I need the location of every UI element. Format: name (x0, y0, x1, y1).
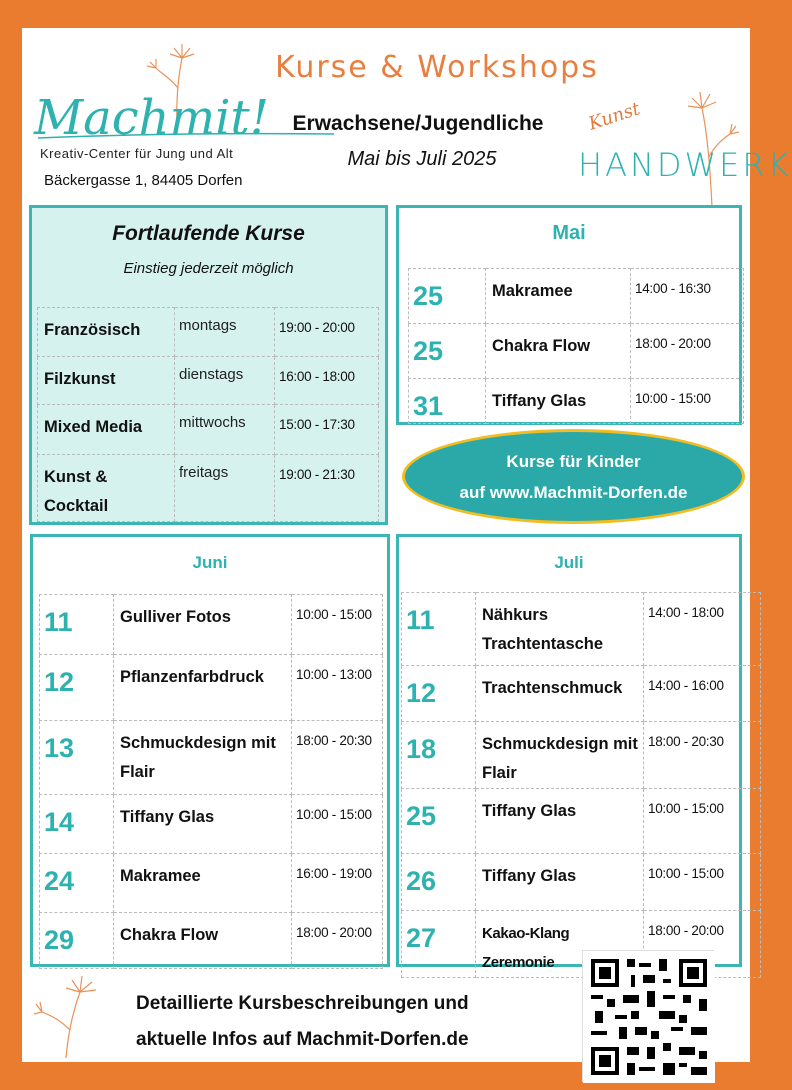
course-time: 16:00 - 18:00 (275, 357, 379, 405)
course-time: 18:00 - 20:30 (292, 721, 383, 795)
course-time: 18:00 - 20:00 (631, 324, 744, 379)
page-title: Kurse & Workshops (275, 50, 599, 85)
course-time: 19:00 - 20:00 (275, 308, 379, 357)
date-number: 31 (409, 379, 486, 424)
course-name: Makramee (486, 269, 631, 324)
course-day: mittwochs (175, 405, 275, 455)
course-time: 16:00 - 19:00 (292, 854, 383, 913)
juni-title: Juni (192, 553, 228, 572)
date-number: 26 (402, 854, 476, 911)
course-name: Schmuckdesign mit Flair (114, 721, 292, 795)
course-name: Tiffany Glas (476, 854, 644, 911)
date-number: 18 (402, 722, 476, 789)
kids-line-1: Kurse für Kinder (506, 452, 641, 471)
date-number: 25 (409, 324, 486, 379)
period-heading: Mai bis Juli 2025 (347, 148, 497, 170)
juli-title: Juli (554, 553, 584, 572)
logo-swoosh-icon (36, 132, 336, 140)
course-time: 18:00 - 20:00 (644, 911, 761, 978)
course-time: 10:00 - 15:00 (644, 789, 761, 854)
juni-table (39, 594, 383, 969)
course-name: Mixed Media (38, 405, 175, 455)
table-row (40, 913, 383, 969)
course-time: 10:00 - 15:00 (644, 854, 761, 911)
table-row (38, 405, 379, 455)
date-number: 27 (402, 911, 476, 978)
table-row (409, 324, 744, 379)
course-name: Tiffany Glas (486, 379, 631, 424)
qr-code-icon[interactable] (582, 950, 714, 1082)
handwerk-badge-text: HANDWERK (578, 146, 792, 184)
footer-line-1: Detaillierte Kursbeschreibungen und (136, 993, 469, 1014)
footer-line-2[interactable]: aktuelle Infos auf Machmit-Dorfen.de (136, 1029, 469, 1050)
table-row (409, 379, 744, 424)
date-number: 25 (409, 269, 486, 324)
course-time: 10:00 - 15:00 (292, 795, 383, 854)
mai-title: Mai (552, 222, 586, 244)
table-row (38, 308, 379, 357)
course-time: 10:00 - 13:00 (292, 655, 383, 721)
qr-code-graphic (583, 951, 715, 1083)
course-time: 14:00 - 16:00 (644, 666, 761, 722)
mai-table (408, 268, 744, 424)
juli-panel (396, 534, 742, 971)
juni-panel (30, 534, 390, 967)
date-number: 29 (40, 913, 114, 969)
table-row (402, 722, 761, 789)
kids-courses-link[interactable] (402, 429, 745, 524)
date-number: 12 (402, 666, 476, 722)
ongoing-table (37, 307, 379, 522)
course-name: Trachtenschmuck (476, 666, 644, 722)
logo-subtitle: Kreativ-Center für Jung und Alt (40, 146, 234, 161)
course-name: Filzkunst (38, 357, 175, 405)
table-row (40, 854, 383, 913)
table-row (40, 795, 383, 854)
course-name: Französisch (38, 308, 175, 357)
course-time: 18:00 - 20:00 (292, 913, 383, 969)
course-name: Makramee (114, 854, 292, 913)
date-number: 25 (402, 789, 476, 854)
table-row (402, 789, 761, 854)
course-time: 10:00 - 15:00 (292, 595, 383, 655)
poster (22, 28, 792, 1062)
course-name: Kunst & Cocktail (38, 455, 175, 522)
flower-decoration-icon (672, 78, 742, 208)
course-name: Gulliver Fotos (114, 595, 292, 655)
kunst-badge-text: Kunst (586, 98, 643, 135)
course-time: 18:00 - 20:30 (644, 722, 761, 789)
date-number: 24 (40, 854, 114, 913)
course-time: 19:00 - 21:30 (275, 455, 379, 522)
date-number: 11 (40, 595, 114, 655)
table-row (40, 595, 383, 655)
course-name: Tiffany Glas (476, 789, 644, 854)
date-number: 13 (40, 721, 114, 795)
course-name: Schmuckdesign mit Flair (476, 722, 644, 789)
course-time: 14:00 - 18:00 (644, 593, 761, 666)
table-row (409, 269, 744, 324)
course-time: 10:00 - 15:00 (631, 379, 744, 424)
audience-heading: Erwachsene/Jugendliche (292, 112, 544, 135)
course-name: Nähkurs Trachtentasche (476, 593, 644, 666)
ongoing-title: Fortlaufende Kurse (112, 222, 305, 245)
table-row (40, 721, 383, 795)
course-name: Chakra Flow (114, 913, 292, 969)
date-number: 11 (402, 593, 476, 666)
course-time: 15:00 - 17:30 (275, 405, 379, 455)
course-day: dienstags (175, 357, 275, 405)
footer-text (136, 986, 469, 1058)
table-row (402, 666, 761, 722)
course-name: Chakra Flow (486, 324, 631, 379)
mai-panel (396, 205, 742, 425)
juli-table (401, 592, 761, 978)
course-name: Tiffany Glas (114, 795, 292, 854)
table-row (402, 854, 761, 911)
flower-decoration-icon (30, 964, 110, 1060)
course-name: Pflanzenfarbdruck (114, 655, 292, 721)
machmit-logo: Machmit! (34, 90, 270, 146)
date-number: 14 (40, 795, 114, 854)
table-row (402, 593, 761, 666)
ongoing-courses-panel (29, 205, 388, 525)
course-name: Kakao-Klang Zeremonie (476, 911, 644, 978)
date-number: 12 (40, 655, 114, 721)
address: Bäckergasse 1, 84405 Dorfen (44, 172, 243, 189)
table-row (40, 655, 383, 721)
course-day: montags (175, 308, 275, 357)
ongoing-subtitle: Einstieg jederzeit möglich (123, 260, 294, 277)
course-day: freitags (175, 455, 275, 522)
table-row (38, 455, 379, 522)
kids-line-2: auf www.Machmit-Dorfen.de (459, 483, 688, 502)
course-time: 14:00 - 16:30 (631, 269, 744, 324)
table-row (38, 357, 379, 405)
